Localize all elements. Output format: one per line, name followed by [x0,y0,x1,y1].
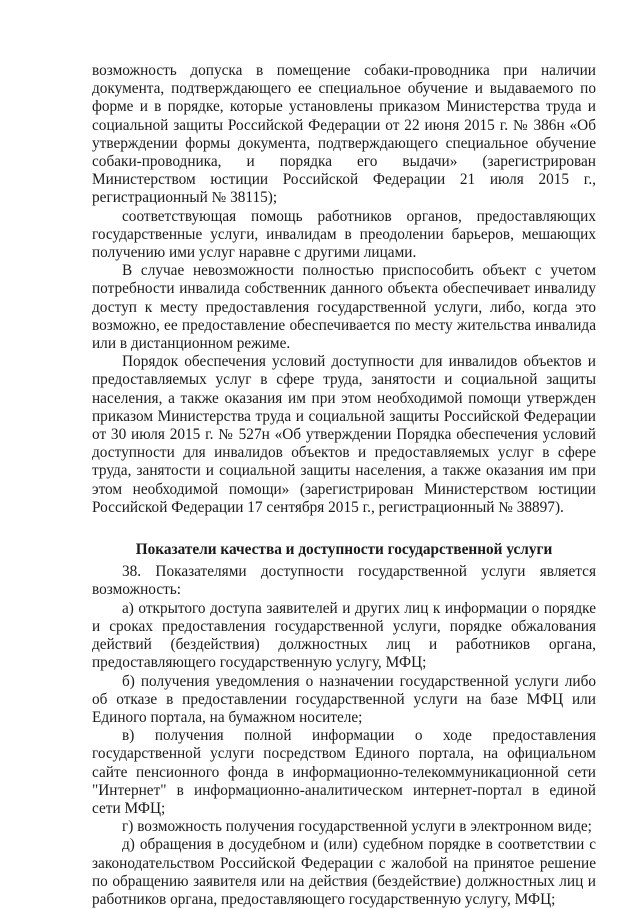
paragraphs-after [92,563,596,909]
paragraph-item-38: 38. Показателями доступности государственной услуги является возможность: [92,563,596,599]
section-heading: Показатели качества и доступности государственной услуги [135,541,553,559]
paragraph-access-alternative: В случае невозможности полностью приспособить объект с учетом потребности инвалида собственник данного объекта обеспечивает инвалиду доступ к месту предоставления государственной услуги, либо, когда это возможно, ее предоставление обеспечивается по месту жительства инвалида или в дистанционном режиме. [92,262,596,353]
paragraph-item-v: в) получения полной информации о ходе предоставления государственной услуги посредством Единого портала, на официальном сайте пенсионного фонда в информационно-телекоммуникационной сети "Интернет" в информационно-аналитическом интернет-портал в единой сети МФЦ; [92,727,596,817]
paragraph-guide-dog: возможность допуска в помещение собаки-проводника при наличии документа, подтверждающего ее специальное обучение и выдаваемого по форме и в порядке, которые установлены приказом Министерства труда и социальной защиты Российской Федерации от 22 июня 2015 г. № 386н «Об утверждении формы документа, подтверждающего специальное обучение собаки-проводника, и порядка его выдачи» (зарегистрирован Министерством юстиции Российской Федерации 21 июля 2015 г., регистрационный № 38115); [92,62,596,207]
paragraphs-before [92,62,596,517]
paragraph-item-d: д) обращения в досудебном и (или) судебном порядке в соответствии с законодательством Российской Федерации с жалобой на принятое решение по обращению заявителя или на действия (бездействие) должностных лиц и работников органа, предоставляющего государственную услугу, МФЦ; [92,836,596,908]
paragraph-item-b: б) получения уведомления о назначении государственной услуги либо об отказе в предоставлении государственной услуги на базе МФЦ или Единого портала, на бумажном носителе; [92,672,596,726]
paragraph-accessibility-order: Порядок обеспечения условий доступности для инвалидов объектов и предоставляемых услуг в сфере труда, занятости и социальной защиты населения, а также оказания им при этом необходимой помощи утвержден приказом Министерства труда и социальной защиты Российской Федерации от 30 июля 2015 г. № 527н «Об утверждении Порядка обеспечения условий доступности для инвалидов объектов и предоставляемых услуг в сфере труда, занятости и социальной защиты населения, а также оказания им при этом необходимой помощи» (зарегистрирован Министерством юстиции Российской Федерации 17 сентября 2015 г., регистрационный № 38897). [92,353,596,516]
paragraph-staff-assistance: соответствующая помощь работников органов, предоставляющих государственные услуги, инвалидам в преодолении барьеров, мешающих получению ими услуг наравне с другими лицами. [92,207,596,262]
paragraph-item-g: г) возможность получения государственной услуги в электронном виде; [122,818,592,836]
paragraph-item-a: а) открытого доступа заявителей и других лиц к информации о порядке и сроках предоставления государственной услуги, порядке обжалования действий (бездействия) должностных лиц и работников органа, предоставляющего государственную услугу, МФЦ; [92,599,596,672]
